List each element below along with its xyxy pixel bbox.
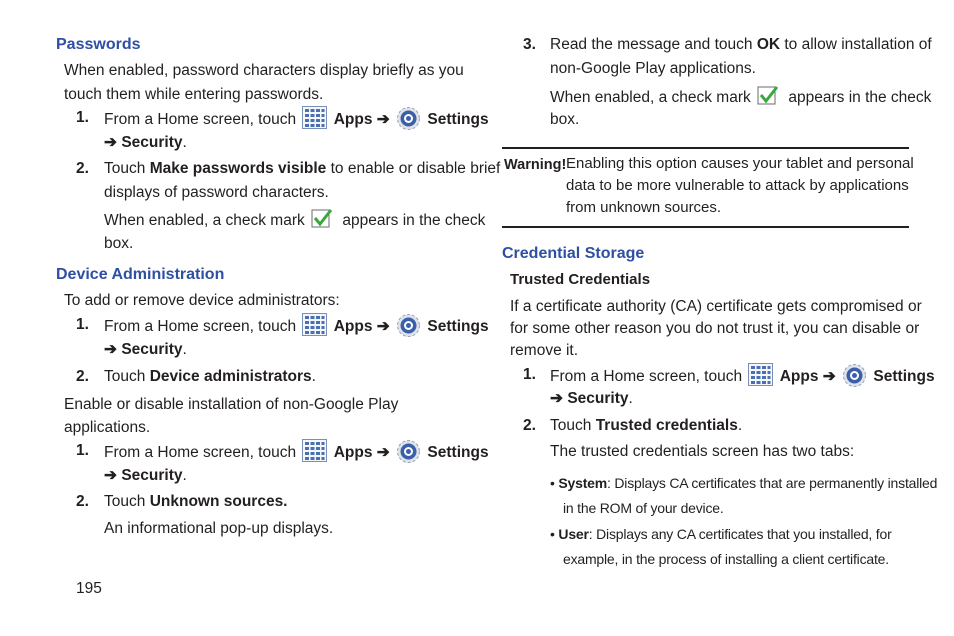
trusted-credentials-subheading: Trusted Credentials [510,271,651,288]
step-number: 2. [76,493,89,510]
credential-storage-heading: Credential Storage [502,245,645,262]
unknown-sources-desc-line1: Enable or disable installation of non-Google Play [64,396,399,413]
security-label: Security [121,134,183,151]
warning-line1: Enabling this option causes your tablet and personal [566,155,914,172]
passwords-heading: Passwords [56,36,141,53]
check-note-post: appears in the check [788,89,932,106]
apps-grid-icon [302,439,327,462]
credential-desc-line1: If a certificate authority (CA) certificate gets compromised or [510,298,922,315]
apps-label: Apps [333,111,373,128]
step-text [104,365,316,389]
step-text-pre: From a Home screen, touch [550,368,743,385]
settings-gear-icon [396,439,421,462]
step-text [104,106,489,132]
trusted-credentials-label: Trusted credentials [595,417,738,434]
check-mark-icon [311,207,336,230]
step-text-pre: From a Home screen, touch [104,111,297,128]
step-text-line2: displays of password characters. [104,184,329,201]
period: . [182,467,187,484]
step-text-post: to enable or disable brief [330,160,501,177]
passwords-desc-line1: When enabled, password characters display briefly as you [64,62,464,79]
step-number: 3. [523,36,536,53]
check-note-pre: When enabled, a check mark [104,212,305,229]
step-text-post: to allow installation of [784,36,932,53]
step-text [104,157,500,181]
make-passwords-visible-label: Make passwords visible [149,160,327,177]
check-note-post: appears in the check [342,212,486,229]
warning-line3: from unknown sources. [566,199,722,216]
device-administration-heading: Device Administration [56,266,225,283]
security-label: Security [121,467,183,484]
settings-gear-icon [396,313,421,336]
popup-note: An informational pop-up displays. [104,520,334,537]
user-tab-label: User [558,526,589,542]
page-number: 195 [76,580,102,597]
apps-label: Apps [333,318,373,335]
apps-label: Apps [779,368,819,385]
bullet-user [550,522,892,546]
arrow-icon: ➔ [104,341,117,358]
period: . [737,417,743,434]
system-desc: : Displays CA certificates that are permanently installed [607,475,938,491]
step-number: 2. [76,368,89,385]
bullet-user-line2: example, in the process of installing a client certificate. [563,551,889,567]
device-admin-desc: To add or remove device administrators: [64,292,340,309]
bullet-system [550,471,937,495]
period: . [311,368,316,385]
tabs-intro: The trusted credentials screen has two tabs: [550,443,855,460]
step-number: 1. [76,316,89,333]
arrow-icon: ➔ [550,390,563,407]
unknown-sources-desc-line2: applications. [64,419,151,436]
step-number: 2. [76,160,89,177]
ok-label: OK [756,36,781,53]
settings-gear-icon [396,106,421,129]
arrow-icon: ➔ [376,111,390,128]
check-mark-note-line2: box. [104,235,134,252]
apps-grid-icon [302,106,327,129]
device-administrators-label: Device administrators [149,368,312,385]
apps-grid-icon [748,363,773,386]
warning-top-rule [502,147,909,149]
step-text [550,363,935,389]
arrow-icon: ➔ [376,444,390,461]
settings-label: Settings [427,318,489,335]
step-text-pre: Touch [104,493,146,510]
security-label: Security [567,390,629,407]
credential-desc-line3: remove it. [510,342,579,359]
step-text-pre: Touch [104,160,146,177]
step-text [104,490,288,514]
bullet-glyph: • [550,475,555,491]
step-number: 1. [523,366,536,383]
system-tab-label: System [558,475,608,491]
unknown-sources-label: Unknown sources. [149,493,288,510]
arrow-icon: ➔ [104,467,117,484]
period: . [182,341,187,358]
step-text [550,33,932,57]
settings-gear-icon [842,363,867,386]
warning-line2: data to be more vulnerable to attack by applications [566,177,909,194]
step-number: 1. [76,442,89,459]
settings-label: Settings [427,444,489,461]
passwords-desc-line2: touch them while entering passwords. [64,86,324,103]
step-text-pre: From a Home screen, touch [104,318,297,335]
warning-label: Warning! [504,157,567,173]
step-text-pre: Touch [550,417,592,434]
check-mark-note [104,207,485,233]
check-mark-note-line2: box. [550,111,580,128]
step-text-line2 [104,338,187,362]
step-text-pre: Touch [104,368,146,385]
step-number: 2. [523,417,536,434]
step-text [550,414,742,438]
check-mark-icon [757,84,782,107]
apps-label: Apps [333,444,373,461]
step-text [104,313,489,339]
settings-label: Settings [427,111,489,128]
check-note-pre: When enabled, a check mark [550,89,751,106]
step-text-line2 [104,464,187,488]
arrow-icon: ➔ [822,368,836,385]
apps-grid-icon [302,313,327,336]
settings-label: Settings [873,368,935,385]
step-number: 1. [76,109,89,126]
step-text-pre: Read the message and touch [550,36,753,53]
arrow-icon: ➔ [376,318,390,335]
warning-bottom-rule [502,226,909,228]
step-text-line2 [104,131,187,155]
arrow-icon: ➔ [104,134,117,151]
step-text-line2: non-Google Play applications. [550,60,756,77]
credential-desc-line2: for some other reason you do not trust it, you can disable or [510,320,920,337]
bullet-glyph: • [550,526,555,542]
period: . [628,390,633,407]
step-text-line2 [550,387,633,411]
period: . [182,134,187,151]
user-desc: : Displays any CA certificates that you installed, for [588,526,892,542]
step-text-pre: From a Home screen, touch [104,444,297,461]
bullet-system-line2: in the ROM of your device. [563,500,724,516]
check-mark-note [550,84,931,110]
security-label: Security [121,341,183,358]
step-text [104,439,489,465]
